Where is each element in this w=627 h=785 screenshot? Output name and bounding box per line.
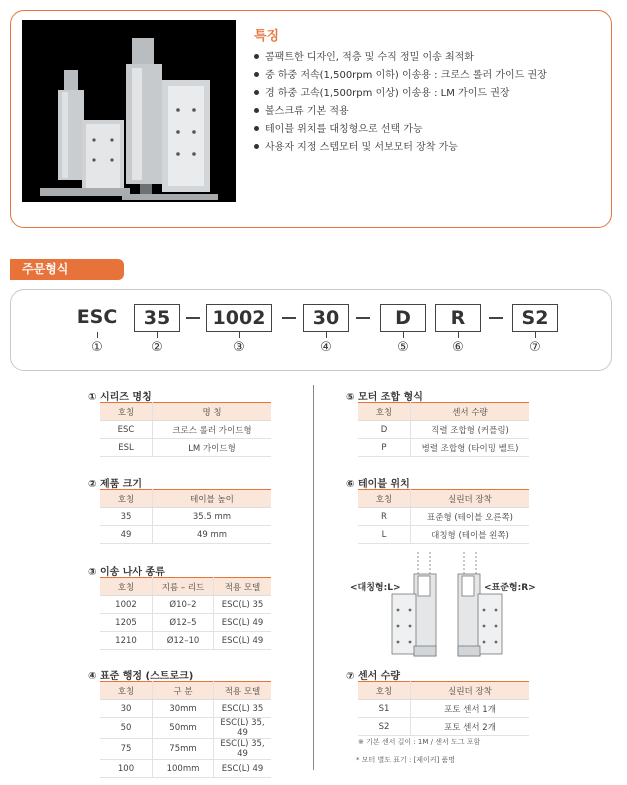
- table-row: S1 포토 센서 1개: [358, 700, 529, 718]
- table-header: 호칭: [100, 403, 153, 421]
- table-row: 49 49 mm: [100, 526, 271, 544]
- table-row: S2 포토 센서 2개: [358, 718, 529, 736]
- feature-item: 중 하중 저속(1,500rpm 이하) 이송용 : 크로스 롤러 가이드 권장: [254, 67, 547, 85]
- series-table: [100, 402, 271, 457]
- code-screw: 1002: [206, 304, 272, 332]
- table-header: 테이블 높이: [153, 490, 272, 508]
- section-title-stroke: ④ 표준 행정 (스트로크): [88, 671, 194, 682]
- feature-item: 경 하중 고속(1,500rpm 이상) 이송용 : LM 가이드 권장: [254, 85, 547, 103]
- table-row: R 표준형 (테이블 오른쪽): [358, 508, 529, 526]
- table-row: D 직렬 조합형 (커플링): [358, 421, 529, 439]
- table-header: 적용 모델: [214, 682, 272, 700]
- code-dash: [356, 317, 370, 319]
- feature-item: 콤팩트한 디자인, 적층 및 수직 정밀 이송 최적화: [254, 49, 547, 67]
- code-stroke: 30: [303, 304, 349, 332]
- table-header: 호칭: [358, 403, 411, 421]
- code-sensor: S2: [512, 304, 558, 332]
- table-header: 구 분: [153, 682, 214, 700]
- code-tick: [458, 332, 459, 338]
- standard-type-label: <표준형:R>: [484, 583, 536, 593]
- table-row: 75 75mm ESC(L) 35, 49: [100, 739, 271, 760]
- code-table-position: R: [435, 304, 481, 332]
- table-header: 실린더 장착: [411, 682, 530, 700]
- table-position-diagram: [352, 550, 542, 662]
- table-row: 1210 Ø12–10 ESC(L) 49: [100, 632, 271, 650]
- table-header: 명 칭: [153, 403, 272, 421]
- features-title: 특징: [254, 29, 280, 44]
- sensor-table: [358, 681, 529, 736]
- code-series: ESC: [76, 306, 118, 328]
- section-title-series: ① 시리즈 명칭: [88, 392, 152, 403]
- column-divider: [313, 385, 314, 770]
- bullet-icon: [254, 90, 259, 95]
- table-position-table: [358, 489, 529, 544]
- code-tick: [239, 332, 240, 338]
- symmetrical-type-label: <대칭형:L>: [350, 583, 401, 593]
- bullet-icon: [254, 54, 259, 59]
- bullet-icon: [254, 108, 259, 113]
- section-title-size: ② 제품 크기: [88, 479, 143, 490]
- code-tick: [157, 332, 158, 338]
- table-row: 100 100mm ESC(L) 49: [100, 760, 271, 778]
- code-number: ⑤: [397, 340, 409, 355]
- code-tick: [97, 332, 98, 338]
- code-tick: [326, 332, 327, 338]
- bullet-icon: [254, 72, 259, 77]
- code-tick: [403, 332, 404, 338]
- product-photo: [22, 20, 236, 202]
- bullet-icon: [254, 126, 259, 131]
- table-header: 실린더 장착: [411, 490, 530, 508]
- table-row: L 대칭형 (테이블 왼쪽): [358, 526, 529, 544]
- bullet-icon: [254, 144, 259, 149]
- feature-item: 테이블 위치를 대칭형으로 선택 가능: [254, 121, 547, 139]
- table-header: 호칭: [100, 578, 153, 596]
- table-header: 센서 수량: [411, 403, 530, 421]
- code-dash: [489, 317, 503, 319]
- code-number: ③: [233, 340, 245, 355]
- sensor-note: ※ 기본 센서 길이 : 1M / 센서 도그 포함: [358, 738, 481, 746]
- screw-table: [100, 577, 271, 650]
- table-row: 30 30mm ESC(L) 35: [100, 700, 271, 718]
- table-header: 호칭: [358, 682, 411, 700]
- table-row: ESL LM 가이드형: [100, 439, 271, 457]
- size-table: [100, 489, 271, 544]
- code-number: ⑥: [452, 340, 464, 355]
- code-number: ④: [320, 340, 332, 355]
- code-dash: [186, 317, 200, 319]
- section-title-table-position: ⑥ 테이블 위치: [346, 479, 410, 490]
- stroke-table: [100, 681, 271, 778]
- code-size: 35: [134, 304, 180, 332]
- motor-table: [358, 402, 529, 457]
- table-row: ESC 크로스 롤러 가이드형: [100, 421, 271, 439]
- table-header: 호칭: [100, 682, 153, 700]
- motor-note: * 모터 별도 표기 : [제이커] 품명: [356, 756, 456, 764]
- section-title-sensor: ⑦ 센서 수량: [346, 671, 401, 682]
- table-header: 호칭: [100, 490, 153, 508]
- table-row: 1205 Ø12–5 ESC(L) 49: [100, 614, 271, 632]
- code-motor: D: [380, 304, 426, 332]
- code-number: ②: [151, 340, 163, 355]
- code-dash: [282, 317, 296, 319]
- table-row: 35 35.5 mm: [100, 508, 271, 526]
- table-header: 지름 – 리드: [153, 578, 214, 596]
- feature-item: 사용자 지정 스텝모터 및 서보모터 장착 가능: [254, 139, 547, 157]
- table-row: 50 50mm ESC(L) 35, 49: [100, 718, 271, 739]
- code-number: ①: [91, 340, 103, 355]
- section-title-motor: ⑤ 모터 조합 형식: [346, 392, 423, 403]
- section-title-screw: ③ 이송 나사 종류: [88, 567, 165, 578]
- table-row: P 병렬 조합형 (타이밍 벨트): [358, 439, 529, 457]
- table-header: 호칭: [358, 490, 411, 508]
- order-format-title: 주문형식: [10, 259, 124, 280]
- code-tick: [535, 332, 536, 338]
- feature-item: 볼스크류 기본 적용: [254, 103, 547, 121]
- table-row: 1002 Ø10–2 ESC(L) 35: [100, 596, 271, 614]
- table-header: 적용 모델: [214, 578, 272, 596]
- features-list: [254, 49, 547, 157]
- code-number: ⑦: [529, 340, 541, 355]
